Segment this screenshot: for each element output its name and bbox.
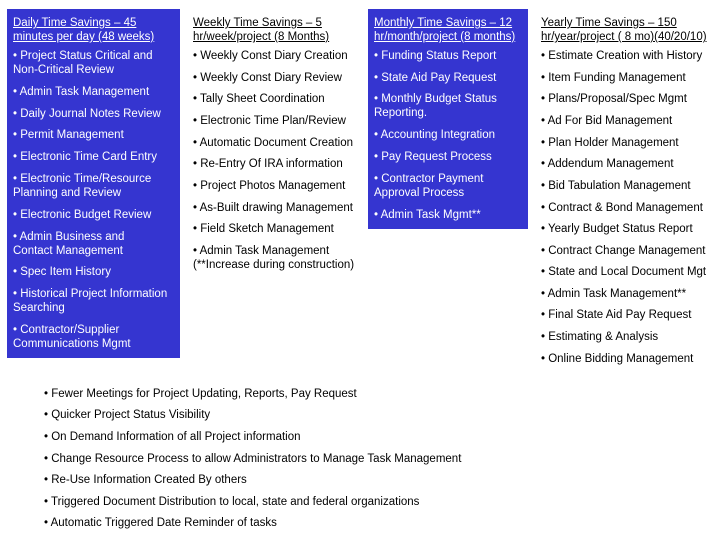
text-line: • Pay Request Process <box>374 151 492 163</box>
daily-list-item <box>13 85 178 99</box>
text-line: • Admin Task Management <box>13 86 150 98</box>
text-line: Monthly Time Savings – 12 <box>374 17 513 29</box>
yearly-savings-column <box>535 9 717 369</box>
text-line: Reporting. <box>374 107 428 119</box>
yearly-list-item <box>541 49 715 63</box>
text-line: • Admin Task Management <box>193 245 330 257</box>
text-line: Approval Process <box>374 187 465 199</box>
text-line: • Monthly Budget Status <box>374 93 497 105</box>
weekly-list-item <box>193 157 358 171</box>
monthly-list-item <box>374 172 526 200</box>
daily-list-item <box>13 287 178 315</box>
text-line: minutes per day (48 weeks) <box>13 31 155 43</box>
text-line: Yearly Time Savings – 150 <box>541 17 677 29</box>
weekly-list-item <box>193 92 358 106</box>
yearly-list-item <box>541 265 715 279</box>
text-line: hr/month/project (8 months) <box>374 31 516 43</box>
yearly-list-item <box>541 352 715 366</box>
daily-list-item <box>13 323 178 351</box>
yearly-list-item <box>541 222 715 236</box>
text-line: Communications Mgmt <box>13 338 131 350</box>
benefit-item: • Fewer Meetings for Project Updating, Reports, Pay Request <box>44 388 357 400</box>
daily-list-item <box>13 265 178 279</box>
text-line: • Electronic Time Plan/Review <box>193 115 346 127</box>
text-line: • Daily Journal Notes Review <box>13 108 161 120</box>
weekly-list-item <box>193 179 358 193</box>
yearly-list-item <box>541 287 715 301</box>
weekly-list-item <box>193 49 358 63</box>
text-line: • Electronic Time/Resource <box>13 173 152 185</box>
text-line: • Contractor Payment <box>374 173 484 185</box>
text-line: • Automatic Document Creation <box>193 137 353 149</box>
daily-savings-box <box>7 9 180 358</box>
monthly-savings-header <box>374 16 526 44</box>
yearly-list-item <box>541 157 715 171</box>
text-line: • Estimate Creation with History <box>541 50 703 62</box>
yearly-list-item <box>541 308 715 322</box>
benefit-item: • On Demand Information of all Project information <box>44 431 301 443</box>
text-line: • Re-Entry Of IRA information <box>193 158 343 170</box>
monthly-list-item <box>374 71 526 85</box>
daily-list-item <box>13 208 178 222</box>
text-line: • Admin Task Mgmt** <box>374 209 481 221</box>
text-line: • State and Local Document Mgt <box>541 266 707 278</box>
weekly-savings-header <box>193 16 358 44</box>
monthly-savings-box <box>368 9 528 229</box>
yearly-list-item <box>541 330 715 344</box>
weekly-list-item <box>193 114 358 128</box>
benefit-item: • Quicker Project Status Visibility <box>44 409 211 421</box>
text-line: • Project Status Critical and <box>13 50 153 62</box>
yearly-savings-header <box>541 16 715 44</box>
text-line: • Permit Management <box>13 129 124 141</box>
daily-list-item <box>13 128 178 142</box>
text-line: Daily Time Savings – 45 <box>13 17 137 29</box>
text-line: Weekly Time Savings – 5 <box>193 17 322 29</box>
text-line: • Online Bidding Management <box>541 353 694 365</box>
text-line: • Contract & Bond Management <box>541 202 703 214</box>
benefit-item: • Change Resource Process to allow Administrators to Manage Task Management <box>44 453 462 465</box>
text-line: • Plan Holder Management <box>541 137 679 149</box>
text-line: • Plans/Proposal/Spec Mgmt <box>541 93 687 105</box>
benefit-item: • Automatic Triggered Date Reminder of tasks <box>44 517 277 529</box>
daily-list-item <box>13 49 178 77</box>
text-line: • Addendum Management <box>541 158 674 170</box>
text-line: • Contractor/Supplier <box>13 324 120 336</box>
text-line: • Admin Task Management** <box>541 288 687 300</box>
daily-list-item <box>13 107 178 121</box>
daily-list-item <box>13 172 178 200</box>
yearly-list-item <box>541 179 715 193</box>
monthly-list-item <box>374 92 526 120</box>
text-line: Searching <box>13 302 65 314</box>
daily-list-item <box>13 230 178 258</box>
yearly-list-item <box>541 114 715 128</box>
text-line: • Estimating & Analysis <box>541 331 659 343</box>
monthly-list-item <box>374 208 526 222</box>
text-line: Planning and Review <box>13 187 122 199</box>
weekly-savings-column <box>187 9 360 271</box>
text-line: • Admin Business and <box>13 231 125 243</box>
yearly-list-item <box>541 201 715 215</box>
text-line: • Contract Change Management <box>541 245 706 257</box>
text-line: • Historical Project Information <box>13 288 168 300</box>
text-line: • Electronic Time Card Entry <box>13 151 157 163</box>
text-line: • Accounting Integration <box>374 129 496 141</box>
text-line: • Bid Tabulation Management <box>541 180 691 192</box>
weekly-list-item <box>193 222 358 236</box>
text-line: hr/week/project (8 Months) <box>193 31 330 43</box>
daily-list-item <box>13 150 178 164</box>
monthly-list-item <box>374 128 526 142</box>
text-line: • Tally Sheet Coordination <box>193 93 325 105</box>
text-line: • Yearly Budget Status Report <box>541 223 693 235</box>
text-line: • Electronic Budget Review <box>13 209 152 221</box>
text-line: • Project Photos Management <box>193 180 346 192</box>
text-line: • State Aid Pay Request <box>374 72 497 84</box>
weekly-list-item <box>193 201 358 215</box>
benefit-item: • Re-Use Information Created By others <box>44 474 247 486</box>
monthly-list-item <box>374 150 526 164</box>
text-line: • Spec Item History <box>13 266 111 278</box>
weekly-list-item <box>193 71 358 85</box>
text-line: Contact Management <box>13 245 123 257</box>
text-line: • Weekly Const Diary Creation <box>193 50 348 62</box>
text-line: hr/year/project ( 8 mo)(40/20/10) <box>541 31 707 43</box>
weekly-list-item <box>193 136 358 150</box>
text-line: • Ad For Bid Management <box>541 115 673 127</box>
daily-savings-header <box>13 16 178 44</box>
weekly-list-item <box>193 244 358 272</box>
text-line: • Field Sketch Management <box>193 223 334 235</box>
yearly-list-item <box>541 244 715 258</box>
yearly-list-item <box>541 92 715 106</box>
text-line: • Funding Status Report <box>374 50 497 62</box>
text-line: • Item Funding Management <box>541 72 686 84</box>
text-line: Non-Critical Review <box>13 64 114 76</box>
text-line: (**Increase during construction) <box>193 259 355 271</box>
yearly-list-item <box>541 71 715 85</box>
text-line: • As-Built drawing Management <box>193 202 353 214</box>
yearly-list-item <box>541 136 715 150</box>
benefit-item: • Triggered Document Distribution to local, state and federal organizations <box>44 496 420 508</box>
text-line: • Final State Aid Pay Request <box>541 309 692 321</box>
monthly-list-item <box>374 49 526 63</box>
text-line: • Weekly Const Diary Review <box>193 72 342 84</box>
